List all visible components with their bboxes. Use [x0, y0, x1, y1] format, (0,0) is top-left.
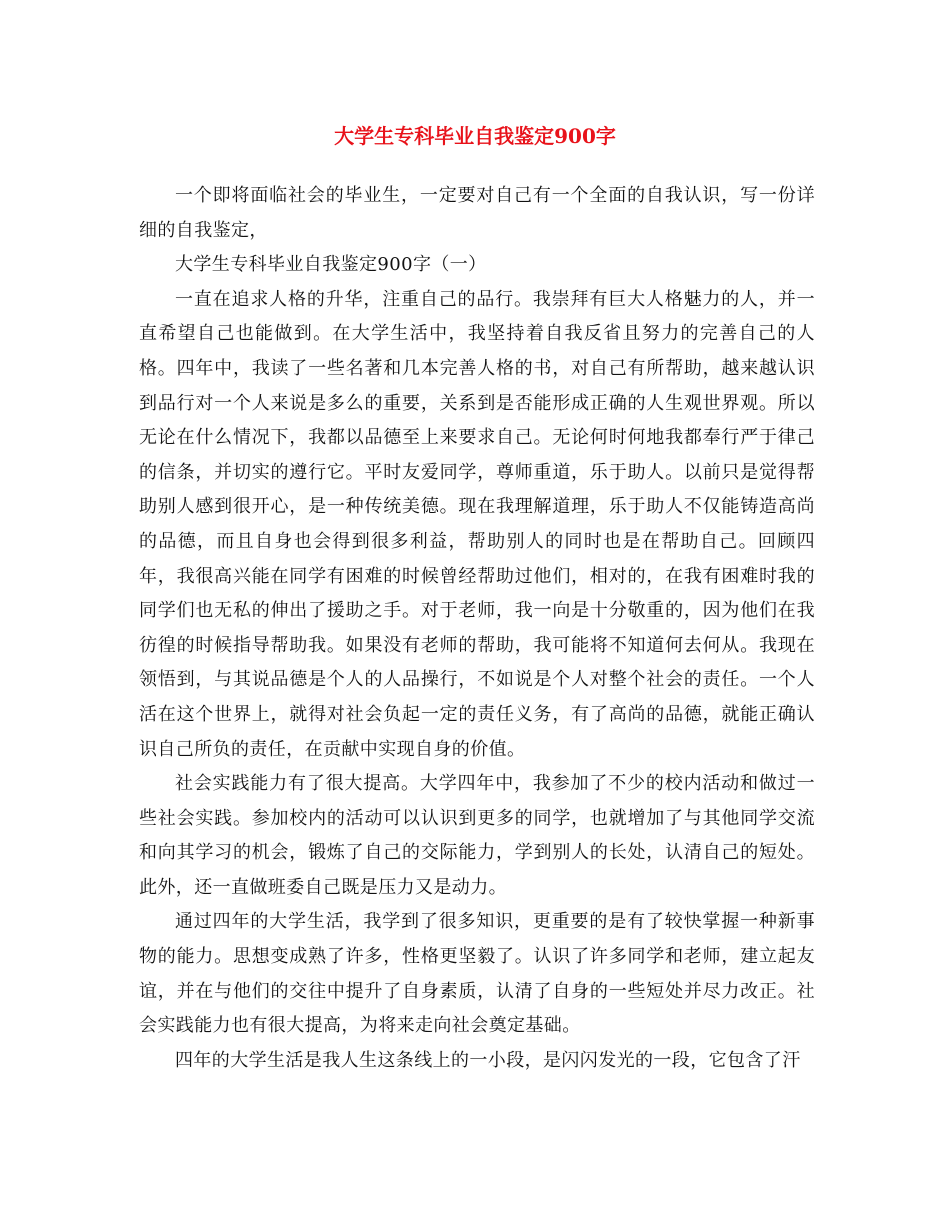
paragraph-social-practice: 社会实践能力有了很大提高。大学四年中，我参加了不少的校内活动和做过一些社会实践。参加校内的活动可以认识到更多的同学，也就增加了与其他同学交流和向其学习的机会，锻炼了自己的交际能力，学到别人的长处，认清自己的短处。此外，还一直做班委自己既是压力又是动力。	[139, 773, 815, 898]
paragraph-learning: 通过四年的大学生活，我学到了很多知识，更重要的是有了较快掌握一种新事物的能力。思想变成熟了许多，性格更坚毅了。认识了许多同学和老师，建立起友谊，并在与他们的交往中提升了自身素质，认清了自身的一些短处并尽力改正。社会实践能力也有很大提高，为将来走向社会奠定基础。	[139, 911, 815, 1037]
paragraph-intro: 一个即将面临社会的毕业生，一定要对自己有一个全面的自我认识，写一份详细的自我鉴定，	[139, 185, 815, 241]
paragraph-character: 一直在追求人格的升华，注重自己的品行。我崇拜有巨大人格魅力的人，并一直希望自己也能做到。在大学生活中，我坚持着自我反省且努力的完善自己的人格。四年中，我读了一些名著和几本完善人格的书，对自己有所帮助，越来越认识到品行对一个人来说是多么的重要，关系到是否能形成正确的人生观世界观。所以无论在什么情况下，我都以品德至上来要求自己。无论何时何地我都奉行严于律己的信条，并切实的遵行它。平时友爱同学，尊师重道，乐于助人。以前只是觉得帮助别人感到很开心，是一种传统美德。现在我理解道理，乐于助人不仅能铸造高尚的品德，而且自身也会得到很多利益，帮助别人的同时也是在帮助自己。回顾四年，我很高兴能在同学有困难的时候曾经帮助过他们，相对的，在我有困难时我的同学们也无私的伸出了援助之手。对于老师，我一向是十分敬重的，因为他们在我彷徨的时候指导帮助我。如果没有老师的帮助，我可能将不知道何去何从。我现在领悟到，与其说品德是个人的人品操行，不如说是个人对整个社会的责任。一个人活在这个世界上，就得对社会负起一定的责任义务，有了高尚的品德，就能正确认识自己所负的责任，在贡献中实现自身的价值。	[139, 288, 815, 760]
document-body	[139, 179, 815, 1078]
section-heading: 大学生专科毕业自我鉴定900字（一）	[175, 254, 487, 276]
document-title: 大学生专科毕业自我鉴定900字	[334, 124, 616, 148]
paragraph-closing: 四年的大学生活是我人生这条线上的一小段，是闪闪发光的一段，它包含了汗	[175, 1049, 801, 1071]
